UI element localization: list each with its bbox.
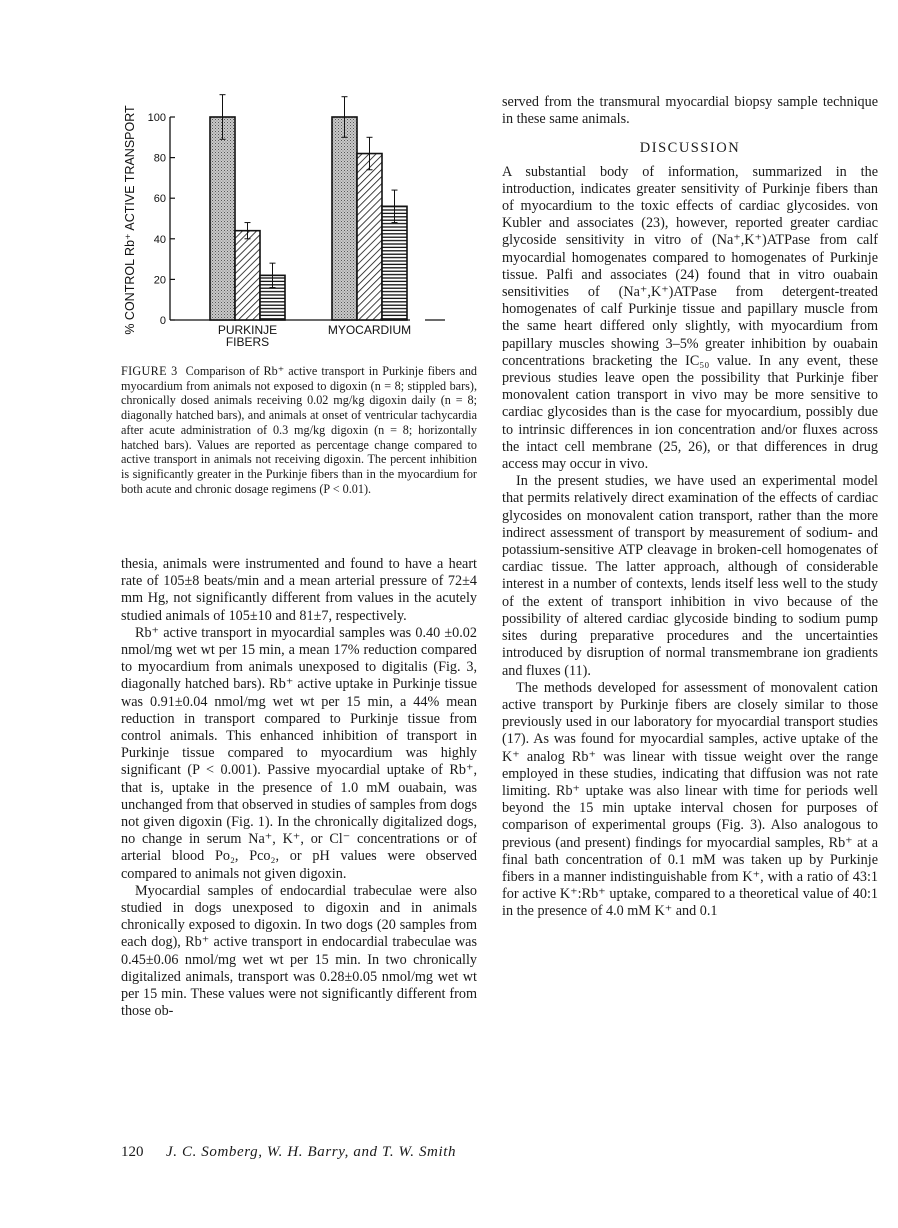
left-column-body (121, 556, 477, 1020)
right-column-body (502, 94, 878, 921)
x-category-label: MYOCARDIUM (327, 323, 412, 337)
paragraph: In the present studies, we have used an experimental model that permits relatively direct examination of the effects of cardiac glycosides on monovalent cation transport, rather than the more indirect assessment of transport by measurement of sodium- and potassium-sensitive ATP cleavage in broken-cell homogenates of cardiac tissue. The latter approach, although of considerable interest in a number of contexts, lends itself less well to the study of the extent of transport inhibition in vivo because of the possibility of altered cardiac glycoside binding to sodium pump sites during preparative procedures and the uncertainties introduced by disruption of normal transmembrane ion gradients and fluxes (11). (502, 473, 878, 679)
running-authors: J. C. Somberg, W. H. Barry, and T. W. Smith (166, 1144, 457, 1160)
x-axis-labels (218, 323, 411, 349)
y-tick-label: 20 (153, 274, 166, 287)
section-heading-discussion: DISCUSSION (639, 140, 741, 157)
page-number: 120 (121, 1144, 144, 1160)
paragraph: A substantial body of information, summarized in the introduction, indicates greater sensitivity of Purkinje fibers than of myocardium to the toxic effects of cardiac glycosides. von Kubler and associates (23), however, reported greater cardiac glycoside sensitivity in vitro of (Na⁺,K⁺)ATPase from calf myocardial homogenates compared to homogenates of Purkinje tissue. Palfi and associates (24) found that in vitro ouabain sensitivities of (Na⁺,K⁺)ATPase from detergent-treated homogenates of calf Purkinje tissue and papillary muscle from the same heart differed only slightly, with myocardium from papillary muscles showing 3–5% greater inhibition by ouabain concentrations bracketing the IC₅₀ value. In any event, these previous studies leave open the possibility that Purkinje fiber monovalent cation transport in vivo may be more sensitive to cardiac glycosides than is the case for myocardium, possibly due to intrinsic differences in ion concentration and/or fluxes across the intact cell membrane (25, 26), or that differences in drug access may occur in vivo. (502, 163, 878, 473)
figure-label: FIGURE 3 (121, 364, 178, 378)
bar-horizontal (382, 206, 407, 320)
paragraph: Myocardial samples of endocardial trabeculae were also studied in dogs unexposed to digoxin and in animals chronically exposed to digoxin. In two dogs (20 samples from each dog), Rb⁺ active transport in endocardial trabeculae was 0.45±0.06 nmol/mg wet wt per 15 min. In two chronically digitalized animals, transport was 0.28±0.05 nmol/mg wet wt per 15 min. These values were not significantly different from those ob- (121, 882, 477, 1020)
x-category-label: PURKINJE (217, 323, 278, 337)
caption-text: Comparison of Rb⁺ active transport in Purkinje fibers and myocardium from animals not exposed to digoxin (n = 8; stippled bars), chronically dosed animals receiving 0.02 mg/kg digoxin daily (n = 8; diagonally hatched bars), and animals at onset of ventricular tachycardia after acute administration of 0.3 mg/kg digoxin (n = 8; horizontally hatched bars). Values are reported as percentage change compared to active transport in animals not receiving digoxin. The percent inhibition is significantly greater in the Purkinje fibers than in the myocardium for both acute and chronic dosage regimens (P < 0.01). (121, 364, 478, 496)
figure-3-bar-chart (110, 80, 470, 360)
figure-caption (121, 364, 477, 496)
y-tick-label: 0 (159, 315, 166, 327)
bars (210, 95, 407, 320)
y-tick-label: 60 (153, 193, 166, 206)
paragraph-continuation: served from the transmural myocardial biopsy sample technique in these same animals. (502, 94, 878, 128)
paragraph: The methods developed for assessment of monovalent cation active transport by Purkinje fibers are closely similar to those previously used in our laboratory for myocardial transport studies (17). As was found for myocardial samples, active uptake of the K⁺ analog Rb⁺ was linear with tissue weight over the range employed in these studies, indicating that diffusion was not rate limiting. Rb⁺ uptake was also linear with time for periods well beyond the 15 min uptake interval chosen for purposes of comparison of experimental groups (Fig. 3). Also analogous to previous (and present) findings for myocardial samples, Rb⁺ at a final bath concentration of 0.1 mM was taken up by Purkinje fibers in a manner indistinguishable from K⁺, with a ratio of 43:1 for active K⁺:Rb⁺ uptake, compared to a theoretical value of 40:1 in the presence of 4.0 mM K⁺ and 0.1 (502, 679, 878, 920)
y-axis-label: % CONTROL Rb⁺ ACTIVE TRANSPORT (123, 105, 137, 335)
bar-stippled (210, 117, 235, 320)
bar-chart (110, 80, 470, 360)
page-footer (121, 1144, 601, 1161)
paragraph: thesia, animals were instrumented and found to have a heart rate of 105±8 beats/min and a mean arterial pressure of 72±4 mm Hg, not significantly different from values in the acutely studied animals of 105±10 and 81±7, respectively. (121, 556, 477, 624)
bar-stippled (332, 117, 357, 320)
y-tick-label: 80 (153, 152, 166, 165)
bar-diagonal (235, 231, 260, 320)
y-tick-label: 100 (147, 112, 166, 124)
bar-diagonal (357, 154, 382, 320)
x-category-label: FIBERS (225, 335, 270, 349)
y-tick-label: 40 (153, 233, 166, 246)
paragraph: Rb⁺ active transport in myocardial samples was 0.40 ±0.02 nmol/mg wet wt per 15 min, a mean 17% reduction compared to myocardium from animals unexposed to digitalis (Fig. 3, diagonally hatched bars). Rb⁺ active uptake in Purkinje tissue was 0.91±0.04 nmol/mg wet wt per 15 min, a 44% mean reduction in transport compared to Purkinje tissue from control animals. This enhanced inhibition of transport in Purkinje tissue compared to myocardium was highly significant (P < 0.001). Passive myocardial uptake of Rb⁺, that is, uptake in the presence of 1.0 mM ouabain, was unchanged from that observed in studies of samples from dogs not given digoxin (Fig. 1). In the chronically digitalized dogs, no change in serum Na⁺, K⁺, or Cl⁻ concentrations or of arterial blood Po₂, Pco₂, or pH values were observed compared to animals not given digoxin. (121, 624, 477, 882)
